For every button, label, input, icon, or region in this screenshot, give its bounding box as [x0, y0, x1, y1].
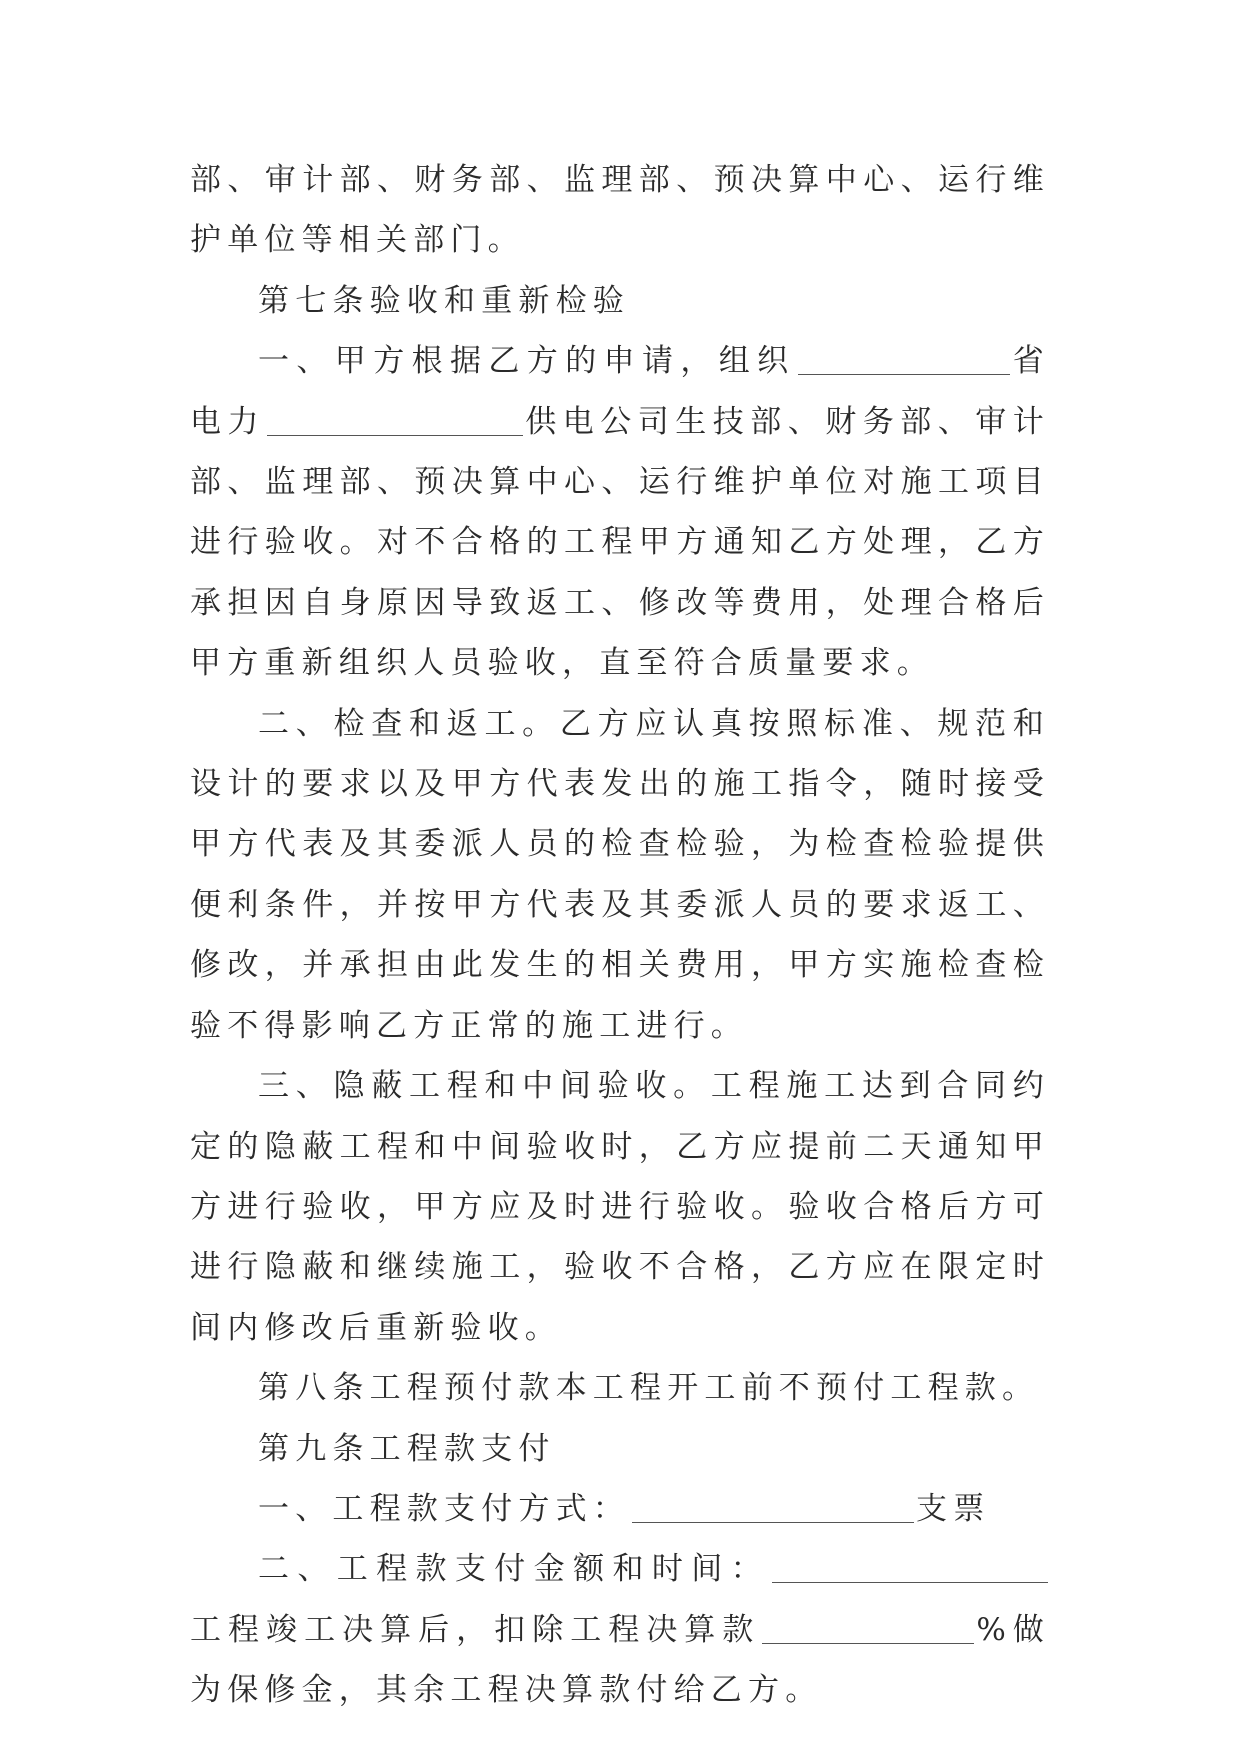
paragraph-text-part: 一、工程款支付方式：: [258, 1490, 630, 1527]
article-8-paragraph: [190, 1358, 1050, 1418]
fill-in-blank: [267, 397, 523, 436]
paragraph-text-part: 省电力: [190, 343, 1050, 440]
paragraph-text: 二、检查和返工。乙方应认真按照标准、规范和设计的要求以及甲方代表发出的施工指令，随时接受甲方代表及其委派人员的检查检验，为检查检验提供便利条件，并按甲方代表及其委派人员的要求返工、修改，并承担由此发生的相关费用，甲方实施检查检验不得影响乙方正常的施工进行。: [190, 705, 1050, 1044]
article-9-heading: [190, 1419, 1050, 1479]
heading-text: 第九条工程款支付: [258, 1430, 556, 1467]
fill-in-blank: [632, 1484, 914, 1523]
fill-in-blank: [762, 1605, 974, 1644]
paragraph-payment-method: [190, 1479, 1050, 1539]
document-body: [190, 150, 1050, 1721]
paragraph-payment-amount: [190, 1539, 1050, 1720]
paragraph-inspection: [190, 694, 1050, 1056]
paragraph-text: 部、审计部、财务部、监理部、预决算中心、运行维护单位等相关部门。: [190, 162, 1050, 259]
paragraph-acceptance: [190, 331, 1050, 693]
paragraph-text-part: 支票: [916, 1490, 991, 1527]
article-7-heading: [190, 271, 1050, 331]
paragraph-concealed-works: [190, 1056, 1050, 1358]
paragraph-text-part: 供电公司生技部、财务部、审计部、监理部、预决算中心、运行维护单位对施工项目进行验收。对不合格的工程甲方通知乙方处理，乙方承担因自身原因导致返工、修改等费用，处理合格后甲方重新组织人员验收，直至符合质量要求。: [190, 403, 1050, 682]
fill-in-blank: [772, 1544, 1048, 1583]
paragraph-text-part: 一、甲方根据乙方的申请，组织: [258, 343, 796, 380]
heading-text: 第七条验收和重新检验: [258, 282, 630, 319]
paragraph-text-part: %做为保修金，其余工程决算款付给乙方。: [190, 1611, 1051, 1709]
paragraph-text-part: 二、工程款支付金额和时间：: [258, 1551, 770, 1588]
fill-in-blank: [798, 336, 1010, 375]
paragraph-text: 第八条工程预付款本工程开工前不预付工程款。: [258, 1370, 1040, 1407]
paragraph-text-part: 工程竣工决算后，扣除工程决算款: [190, 1611, 761, 1648]
paragraph-text: 三、隐蔽工程和中间验收。工程施工达到合同约定的隐蔽工程和中间验收时，乙方应提前二天通知甲方进行验收，甲方应及时进行验收。验收合格后方可进行隐蔽和继续施工，验收不合格，乙方应在限定时间内修改后重新验收。: [190, 1068, 1050, 1346]
paragraph-departments: [190, 150, 1050, 271]
